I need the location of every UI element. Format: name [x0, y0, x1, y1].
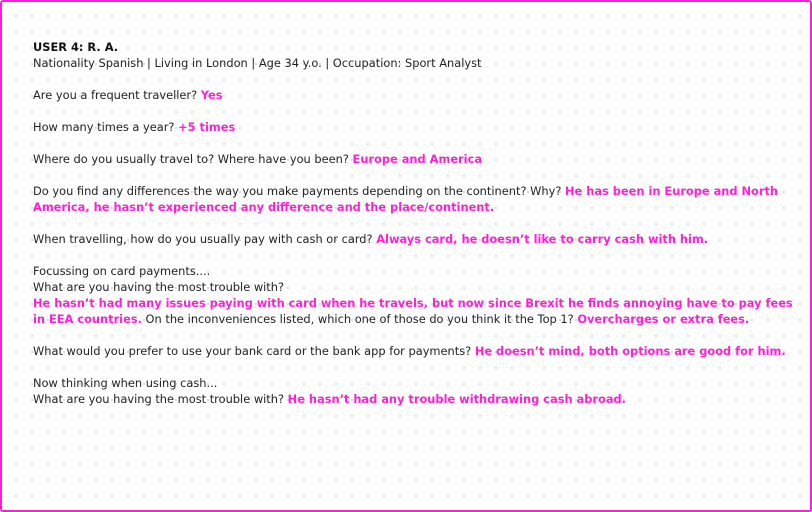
qa-travel-destinations	[33, 151, 793, 167]
qa-times-per-year	[33, 119, 793, 135]
answer-text: Always card, he doesn’t like to carry cash with him.	[376, 232, 709, 246]
section-intro: Now thinking when using cash...	[33, 376, 218, 390]
qa-card-or-app	[33, 343, 793, 359]
question-text: Where do you usually travel to? Where have you been?	[33, 152, 353, 166]
answer-text: He has been in Europe and North America, he hasn’t experienced any difference and the place/continent.	[33, 184, 779, 214]
section-intro: Focussing on card payments....	[33, 264, 211, 278]
question-text: Are you a frequent traveller?	[33, 88, 201, 102]
question-text: When travelling, how do you usually pay with cash or card?	[33, 232, 377, 246]
question-text: Do you find any differences the way you make payments depending on the continent? Why?	[33, 184, 565, 198]
answer-text: He hasn’t had many issues paying with card when he travels, but now since Brexit he finds annoying have to pay fees in EEA countries.	[33, 296, 793, 326]
answer-text: Europe and America	[352, 152, 483, 166]
answer-text: Overcharges or extra fees.	[577, 312, 750, 326]
user-heading: USER 4: R. A.	[33, 40, 119, 54]
answer-text: He doesn’t mind, both options are good for him.	[474, 344, 786, 358]
card-payments-section	[33, 263, 793, 327]
question-text: What are you having the most trouble with?	[33, 280, 285, 294]
question-text: What are you having the most trouble with?	[33, 392, 288, 406]
user-info: Nationality Spanish | Living in London | Age 34 y.o. | Occupation: Sport Analyst	[33, 56, 482, 70]
user-header	[33, 39, 793, 71]
question-text: What would you prefer to use your bank card or the bank app for payments?	[33, 344, 475, 358]
answer-text: Yes	[200, 88, 223, 102]
question-text: How many times a year?	[33, 120, 179, 134]
qa-cash-or-card	[33, 231, 793, 247]
qa-payment-differences	[33, 183, 793, 215]
qa-frequent-traveller	[33, 87, 793, 103]
interview-notes	[33, 39, 793, 423]
answer-text: +5 times	[178, 120, 236, 134]
cash-section	[33, 375, 793, 407]
question-text: On the inconveniences listed, which one of those do you think it the Top 1?	[141, 312, 578, 326]
answer-text: He hasn’t had any trouble withdrawing cash abroad.	[287, 392, 627, 406]
